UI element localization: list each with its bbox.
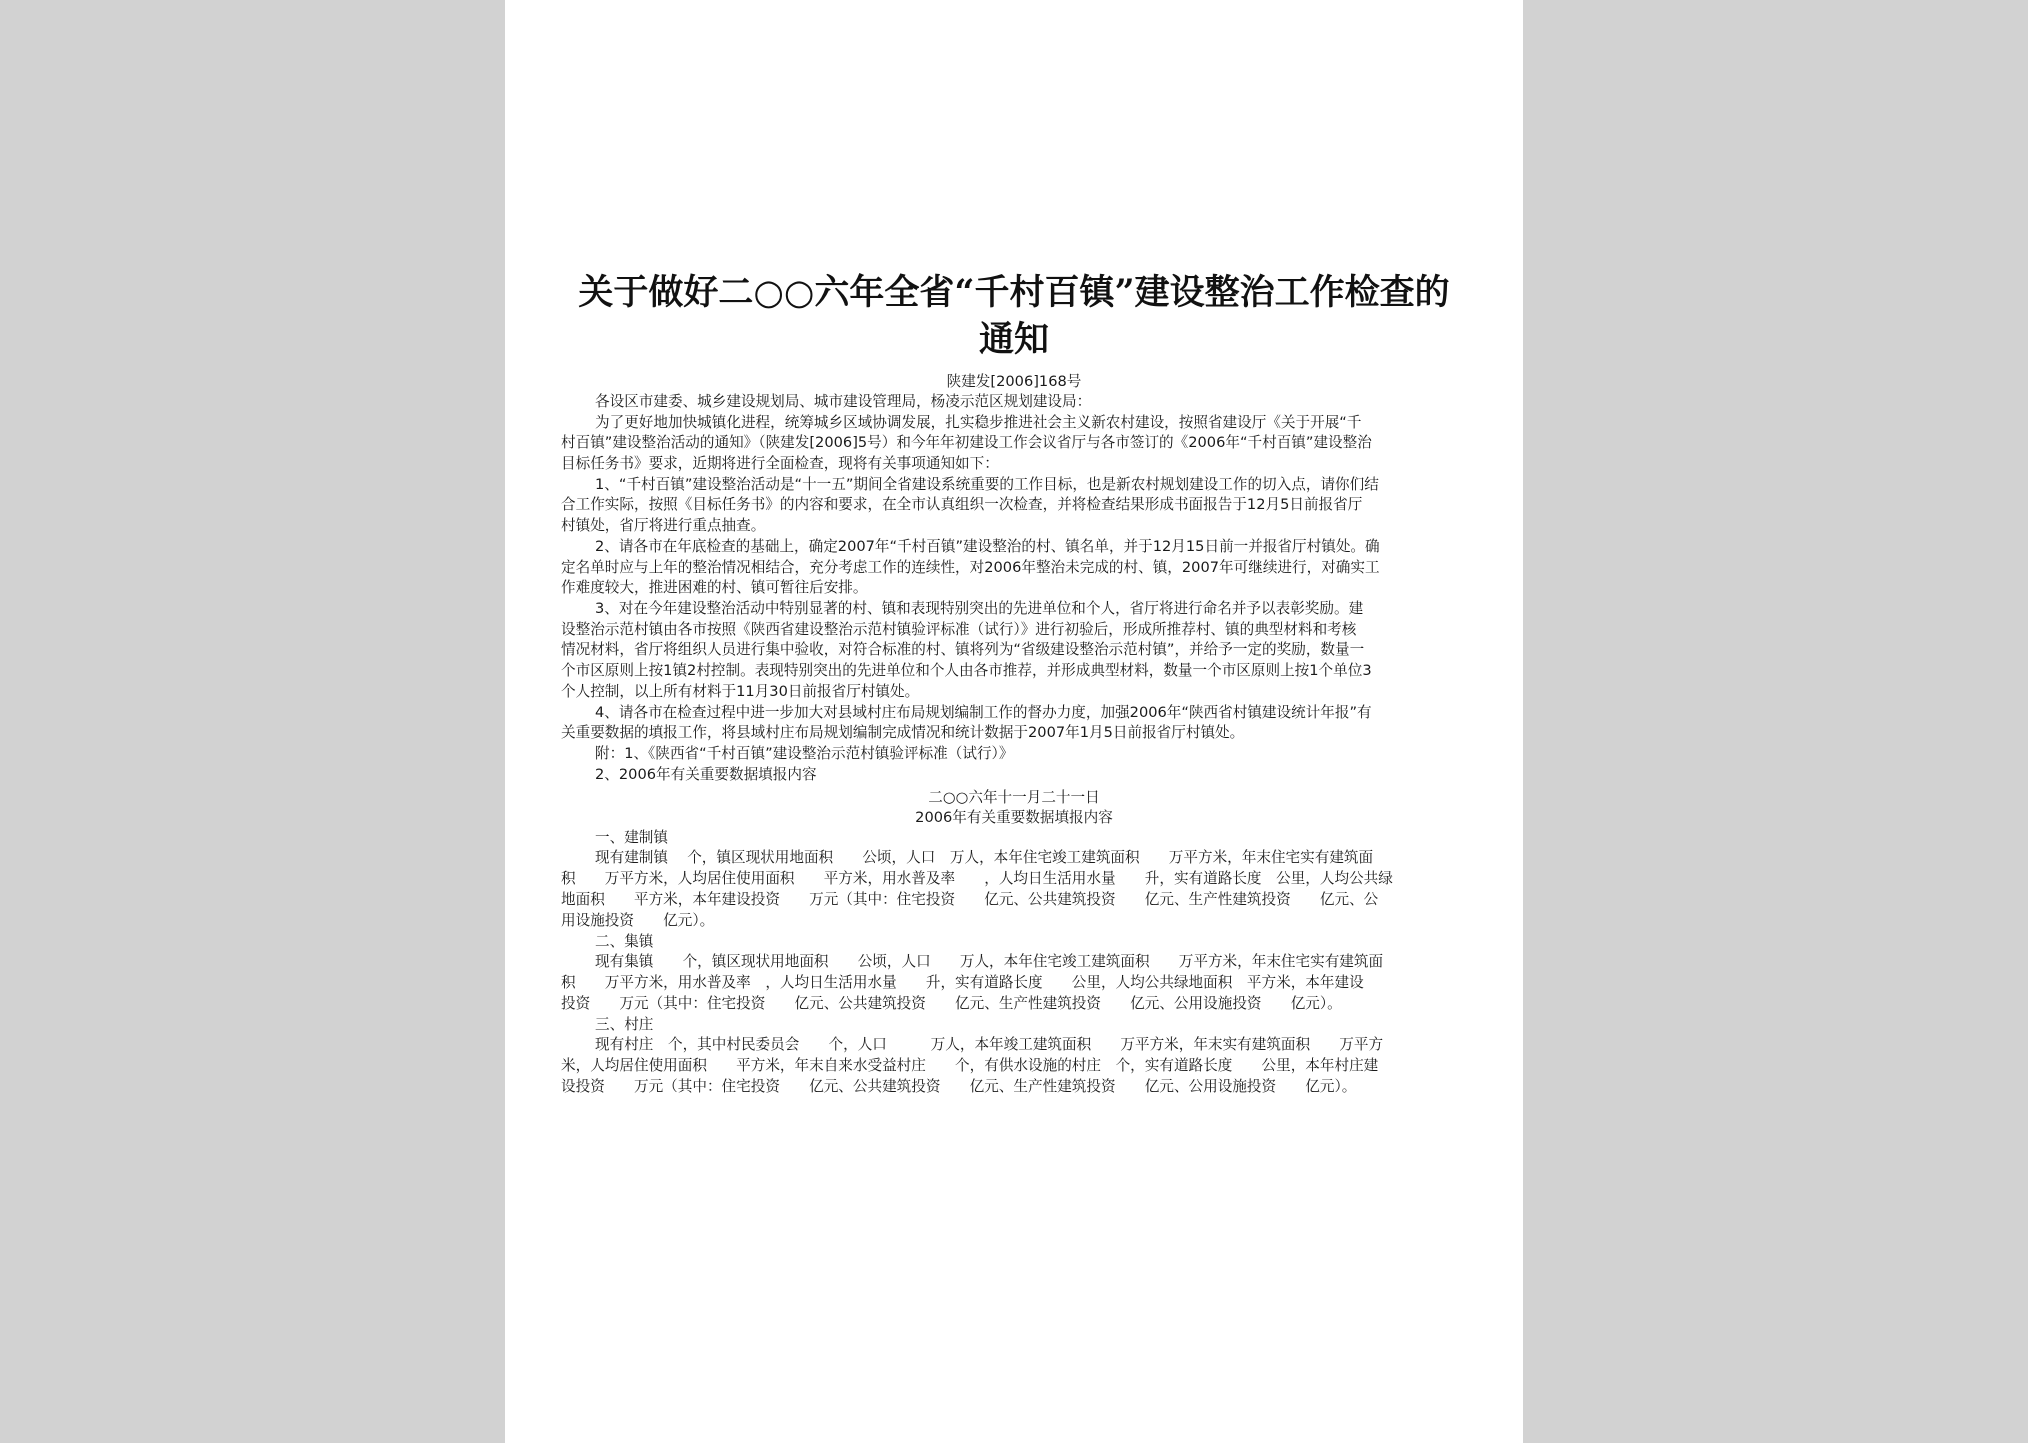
body-line: 个市区原则上按1镇2村控制。表现特别突出的先进单位和个人由各市推荐，并形成典型材料，数量一个市区原则上按1个单位3	[561, 662, 1372, 679]
body-line: 目标任务书》要求，近期将进行全面检查，现将有关事项通知如下：	[561, 455, 999, 472]
body-line: 米，人均居住使用面积 平方米，年末自来水受益村庄 个，有供水设施的村庄 个，实有道路长度 公里，本年村庄建	[561, 1057, 1379, 1074]
section-heading: 一、建制镇	[595, 829, 668, 846]
body-line: 为了更好地加快城镇化进程，统筹城乡区域协调发展，扎实稳步推进社会主义新农村建设，按照省建设厅《关于开展“千	[595, 414, 1362, 431]
body-line: 作难度较大，推进困难的村、镇可暂往后安排。	[561, 579, 868, 596]
document-title-line-1: 关于做好二○○六年全省“千村百镇”建设整治工作检查的	[578, 272, 1450, 313]
body-line: 设投资 万元（其中：住宅投资 亿元、公共建筑投资 亿元、生产性建筑投资 亿元、公用设施投资 亿元）。	[561, 1078, 1357, 1095]
body-line: 关重要数据的填报工作，将县域村庄布局规划编制完成情况和统计数据于2007年1月5日前报省厅村镇处。	[561, 724, 1245, 741]
section-heading: 三、村庄	[595, 1016, 654, 1033]
appendix-title: 2006年有关重要数据填报内容	[915, 809, 1113, 826]
body-line: 各设区市建委、城乡建设规划局、城市建设管理局，杨凌示范区规划建设局：	[595, 393, 1092, 410]
body-line: 2、请各市在年底检查的基础上，确定2007年“千村百镇”建设整治的村、镇名单，并于12月15日前一并报省厅村镇处。确	[595, 538, 1380, 555]
body-line: 4、请各市在检查过程中进一步加大对县域村庄布局规划编制工作的督办力度，加强2006年“陕西省村镇建设统计年报”有	[595, 704, 1372, 721]
section-heading: 二、集镇	[595, 933, 654, 950]
body-line: 村镇处，省厅将进行重点抽查。	[561, 517, 766, 534]
body-line: 设整治示范村镇由各市按照《陕西省建设整治示范村镇验评标准（试行）》进行初验后，形成所推荐村、镇的典型材料和考核	[561, 621, 1357, 638]
body-line: 现有建制镇 个，镇区现状用地面积 公顷，人口 万人，本年住宅竣工建筑面积 万平方米，年末住宅实有建筑面	[595, 849, 1374, 866]
body-line: 情况材料，省厅将组织人员进行集中验收，对符合标准的村、镇将列为“省级建设整治示范村镇”，并给予一定的奖励，数量一	[561, 641, 1365, 658]
body-line: 现有集镇 个，镇区现状用地面积 公顷，人口 万人，本年住宅竣工建筑面积 万平方米，年末住宅实有建筑面	[595, 953, 1384, 970]
body-line: 投资 万元（其中：住宅投资 亿元、公共建筑投资 亿元、生产性建筑投资 亿元、公用设施投资 亿元）。	[561, 995, 1342, 1012]
body-line: 合工作实际，按照《目标任务书》的内容和要求，在全市认真组织一次检查，并将检查结果形成书面报告于12月5日前报省厅	[561, 496, 1363, 513]
attachment-line: 附：1、《陕西省“千村百镇”建设整治示范村镇验评标准（试行）》	[595, 745, 1014, 762]
document-number: 陕建发[2006]168号	[946, 373, 1082, 390]
body-line: 用设施投资 亿元）。	[561, 912, 715, 929]
body-line: 现有村庄 个，其中村民委员会 个，人口 万人，本年竣工建筑面积 万平方米，年末实有建筑面积 万平方	[595, 1036, 1384, 1053]
body-line: 村百镇”建设整治活动的通知》（陕建发[2006]5号）和今年年初建设工作会议省厅与各市签订的《2006年“千村百镇”建设整治	[561, 434, 1372, 451]
body-line: 3、对在今年建设整治活动中特别显著的村、镇和表现特别突出的先进单位和个人，省厅将进行命名并予以表彰奖励。建	[595, 600, 1364, 617]
body-line: 定名单时应与上年的整治情况相结合，充分考虑工作的连续性，对2006年整治未完成的村、镇，2007年可继续进行，对确实工	[561, 559, 1380, 576]
document-date: 二○○六年十一月二十一日	[928, 789, 1100, 806]
body-line: 积 万平方米，用水普及率 ，人均日生活用水量 升，实有道路长度 公里，人均公共绿地面积 平方米，本年建设	[561, 974, 1364, 991]
body-line: 地面积 平方米，本年建设投资 万元（其中：住宅投资 亿元、公共建筑投资 亿元、生产性建筑投资 亿元、公	[561, 891, 1379, 908]
document-title-line-2: 通知	[978, 319, 1049, 360]
body-line: 积 万平方米，人均居住使用面积 平方米，用水普及率 ，人均日生活用水量 升，实有道路长度 公里，人均公共绿	[561, 870, 1393, 887]
body-line: 1、“千村百镇”建设整治活动是“十一五”期间全省建设系统重要的工作目标，也是新农村规划建设工作的切入点，请你们结	[595, 476, 1379, 493]
attachment-line: 2、2006年有关重要数据填报内容	[595, 766, 817, 783]
body-line: 个人控制，以上所有材料于11月30日前报省厅村镇处。	[561, 683, 920, 700]
document-page	[505, 0, 1523, 1443]
